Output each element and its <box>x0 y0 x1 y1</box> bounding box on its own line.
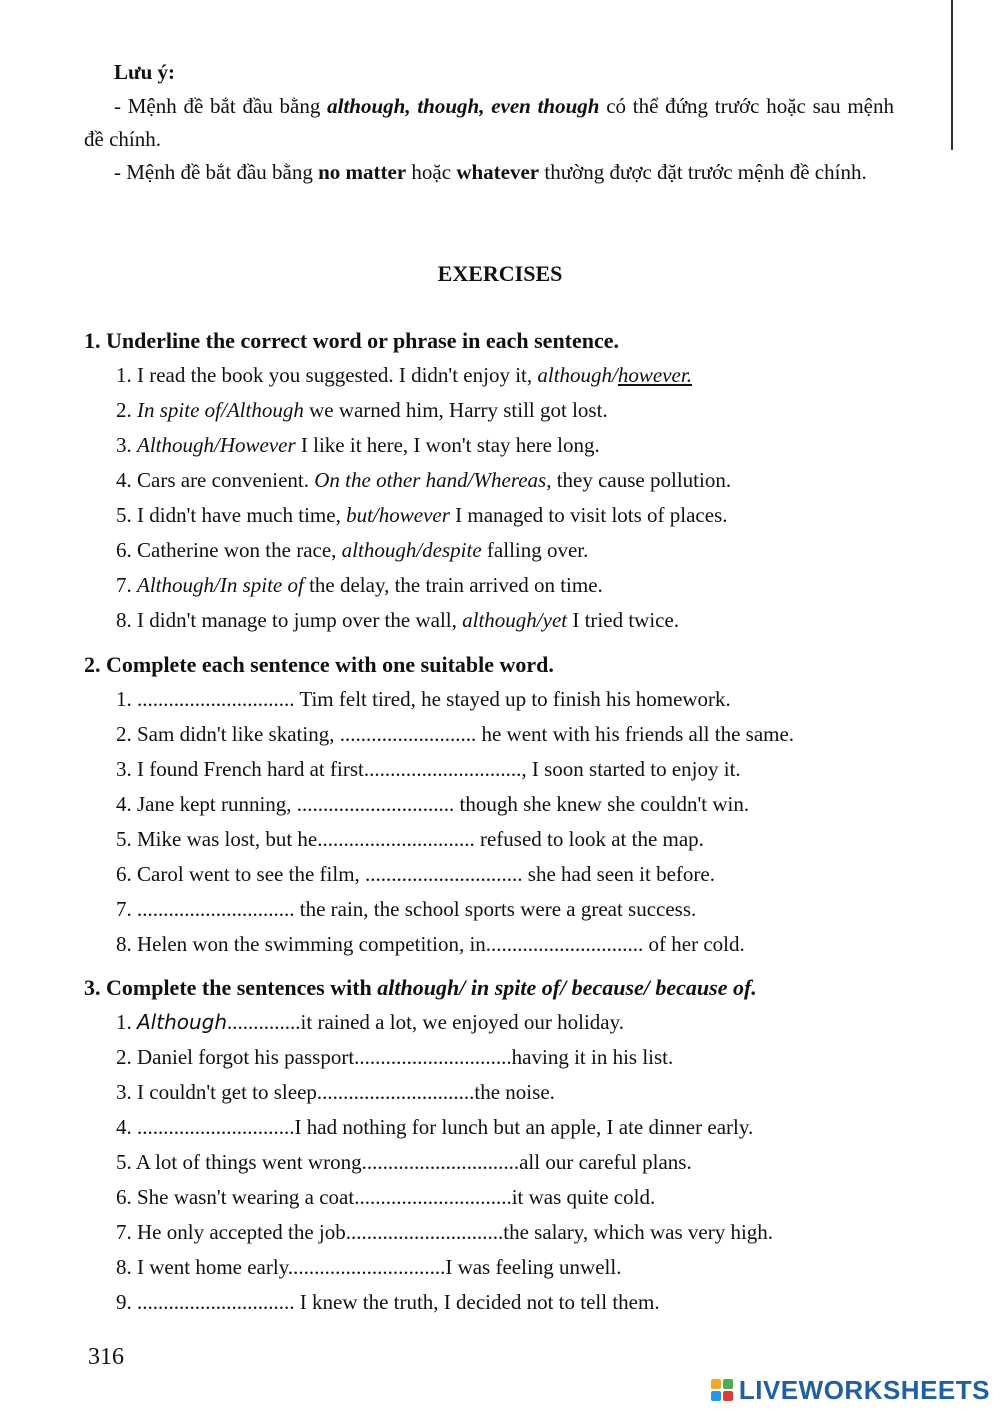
exercise-item[interactable] <box>116 498 944 533</box>
item-text: having it in his list. <box>511 1045 674 1069</box>
item-text: she had seen it before. <box>522 862 715 886</box>
answer-blank[interactable]: .............................. <box>137 897 295 921</box>
exercise-item[interactable] <box>116 568 944 603</box>
item-number: 3. <box>116 433 137 457</box>
answer-blank[interactable]: .............................. <box>137 1290 295 1314</box>
exercise-item[interactable] <box>116 603 944 638</box>
item-number: 5. <box>116 503 137 527</box>
item-text: 4. Jane kept running, <box>116 792 297 816</box>
item-text: all our careful plans. <box>519 1150 692 1174</box>
item-text: 6. She wasn't wearing a coat <box>116 1185 355 1209</box>
item-text: 1. <box>116 687 137 711</box>
item-text: 9. <box>116 1290 137 1314</box>
item-text: I didn't have much time, <box>137 503 347 527</box>
note-keywords: although, though, even though <box>327 94 600 118</box>
note-text: - Mệnh đề bắt đầu bằng <box>114 94 328 118</box>
page-number: 316 <box>88 1344 124 1370</box>
option-choice[interactable]: Although/In spite of <box>137 573 304 597</box>
exercises-heading: EXERCISES <box>437 261 563 286</box>
answer-blank[interactable]: .............................. <box>345 1220 504 1244</box>
item-text: though she knew she couldn't win. <box>454 792 750 816</box>
exercise-item[interactable] <box>116 533 944 568</box>
item-number: 4. <box>116 468 137 492</box>
exercise-item <box>116 1110 944 1145</box>
answer-blank[interactable]: .............................. <box>296 792 455 816</box>
exercise-2-title: 2. Complete each sentence with one suitable word. <box>84 652 554 677</box>
note-text: có thể đứng trước hoặc sau mệnh đề chính. <box>84 94 894 151</box>
logo-square <box>723 1391 733 1401</box>
answer-blank[interactable]: .............................. <box>354 1045 512 1069</box>
option-choice[interactable]: On the other hand/Whereas <box>314 468 547 492</box>
note-paragraph-2 <box>84 156 894 189</box>
example-answer: Although <box>137 1010 228 1034</box>
exercise-item <box>116 787 944 822</box>
answer-blank[interactable]: .............. <box>227 1010 301 1034</box>
answer-blank[interactable]: .............................. <box>365 862 523 886</box>
exercise-item <box>116 1040 944 1075</box>
item-text: 2. Daniel forgot his passport <box>116 1045 355 1069</box>
exercise-3-title <box>84 970 944 1005</box>
liveworksheets-brand[interactable] <box>711 1375 990 1405</box>
exercise-1-title: 1. Underline the correct word or phrase in each sentence. <box>84 328 620 353</box>
option-choice[interactable]: although/ <box>537 363 618 387</box>
exercise-item <box>116 717 944 752</box>
item-text: I managed to visit lots of places. <box>449 503 728 527</box>
exercise-item <box>116 682 944 717</box>
logo-square <box>711 1379 721 1389</box>
answer-blank[interactable]: .............................. <box>485 932 644 956</box>
answer-blank[interactable]: .............................. <box>287 1255 446 1279</box>
exercise-3 <box>84 970 944 1320</box>
item-text: 4. <box>116 1115 137 1139</box>
item-text: I tried twice. <box>567 608 680 632</box>
option-choice[interactable]: but/however <box>346 503 450 527</box>
item-text: 6. Carol went to see the film, <box>116 862 366 886</box>
exercise-item <box>116 1285 944 1320</box>
answer-blank[interactable]: .......................... <box>339 722 477 746</box>
answer-blank[interactable]: .............................. <box>363 757 522 781</box>
item-text: he went with his friends all the same. <box>476 722 795 746</box>
note-title: Lưu ý: <box>114 60 176 84</box>
page-edge-line <box>951 0 953 150</box>
answer-blank[interactable]: .............................. <box>316 1080 475 1104</box>
item-text: it was quite cold. <box>511 1185 656 1209</box>
item-text: , I soon started to enjoy it. <box>521 757 741 781</box>
item-number: 6. <box>116 538 137 562</box>
item-text: Catherine won the race, <box>137 538 342 562</box>
exercise-item <box>116 1215 944 1250</box>
note-section <box>84 55 894 189</box>
note-keyword: whatever <box>456 160 540 184</box>
exercise-item <box>116 927 944 962</box>
item-text: it rained a lot, we enjoyed our holiday. <box>300 1010 625 1034</box>
answer-blank[interactable]: .............................. <box>137 687 295 711</box>
item-text: 3. I couldn't get to sleep <box>116 1080 317 1104</box>
exercise-item[interactable] <box>116 463 944 498</box>
logo-square <box>711 1391 721 1401</box>
item-text: 8. Helen won the swimming competition, in <box>116 932 486 956</box>
title-text: 3. Complete the sentences with <box>84 975 378 1000</box>
exercise-3-list <box>84 1005 944 1320</box>
exercise-item <box>116 1005 944 1040</box>
option-choice[interactable]: In spite of/Although <box>137 398 304 422</box>
exercise-item[interactable] <box>116 393 944 428</box>
exercise-item <box>116 892 944 927</box>
exercise-item <box>116 1075 944 1110</box>
item-text: I read the book you suggested. I didn't enjoy it, <box>137 363 538 387</box>
item-text: 7. <box>116 897 137 921</box>
note-text: - Mệnh đề bắt đầu bằng <box>114 160 319 184</box>
exercise-item <box>116 857 944 892</box>
brand-text: LIVEWORKSHEETS <box>738 1374 990 1405</box>
exercise-item[interactable] <box>116 428 944 463</box>
answer-blank[interactable]: .............................. <box>137 1115 295 1139</box>
exercise-2 <box>84 647 944 962</box>
item-number: 8. <box>116 608 137 632</box>
exercise-item <box>116 1180 944 1215</box>
exercise-1-list <box>84 358 944 638</box>
answer-blank[interactable]: .............................. <box>354 1185 512 1209</box>
liveworksheets-logo-icon <box>711 1379 733 1401</box>
exercise-item <box>116 752 944 787</box>
item-text: 3. I found French hard at first <box>116 757 364 781</box>
exercise-item <box>116 1250 944 1285</box>
answer-blank[interactable]: .............................. <box>317 827 475 851</box>
note-keyword: no matter <box>318 160 407 184</box>
item-text: we warned him, Harry still got lost. <box>303 398 608 422</box>
exercise-item <box>116 822 944 857</box>
option-choice[interactable]: Although/However <box>137 433 296 457</box>
item-text: 8. I went home early <box>116 1255 288 1279</box>
title-options: although/ in spite of/ because/ because of. <box>377 975 757 1000</box>
item-text: the rain, the school sports were a great success. <box>294 897 697 921</box>
item-text: 2. Sam didn't like skating, <box>116 722 340 746</box>
item-text: of her cold. <box>643 932 745 956</box>
item-text: , they cause pollution. <box>546 468 732 492</box>
exercise-1 <box>84 323 944 638</box>
answer-blank[interactable]: .............................. <box>361 1150 520 1174</box>
item-text: Cars are convenient. <box>137 468 315 492</box>
item-text: I didn't manage to jump over the wall, <box>137 608 463 632</box>
item-number: 2. <box>116 398 137 422</box>
option-choice[interactable]: although/despite <box>341 538 482 562</box>
item-number: 7. <box>116 573 137 597</box>
item-text: I had nothing for lunch but an apple, I ate dinner early. <box>294 1115 754 1139</box>
note-text: thường được đặt trước mệnh đề chính. <box>539 160 867 184</box>
option-choice[interactable]: although/yet <box>462 608 568 632</box>
item-text: the noise. <box>474 1080 555 1104</box>
option-choice-underlined[interactable]: however. <box>617 363 692 387</box>
item-text: falling over. <box>481 538 589 562</box>
item-text: the salary, which was very high. <box>503 1220 774 1244</box>
item-text: 7. He only accepted the job <box>116 1220 346 1244</box>
exercise-item[interactable] <box>116 358 944 393</box>
logo-square <box>723 1379 733 1389</box>
exercise-2-list <box>84 682 944 962</box>
item-text: the delay, the train arrived on time. <box>303 573 603 597</box>
item-text: I like it here, I won't stay here long. <box>295 433 600 457</box>
item-text: 1. <box>116 1010 137 1034</box>
item-text: I knew the truth, I decided not to tell them. <box>294 1290 660 1314</box>
note-text: hoặc <box>406 160 457 184</box>
exercise-item <box>116 1145 944 1180</box>
item-text: 5. A lot of things went wrong <box>116 1150 362 1174</box>
item-number: 1. <box>116 363 137 387</box>
item-text: 5. Mike was lost, but he <box>116 827 318 851</box>
note-paragraph-1 <box>84 90 894 156</box>
item-text: Tim felt tired, he stayed up to finish his homework. <box>294 687 731 711</box>
item-text: refused to look at the map. <box>474 827 704 851</box>
item-text: I was feeling unwell. <box>445 1255 622 1279</box>
